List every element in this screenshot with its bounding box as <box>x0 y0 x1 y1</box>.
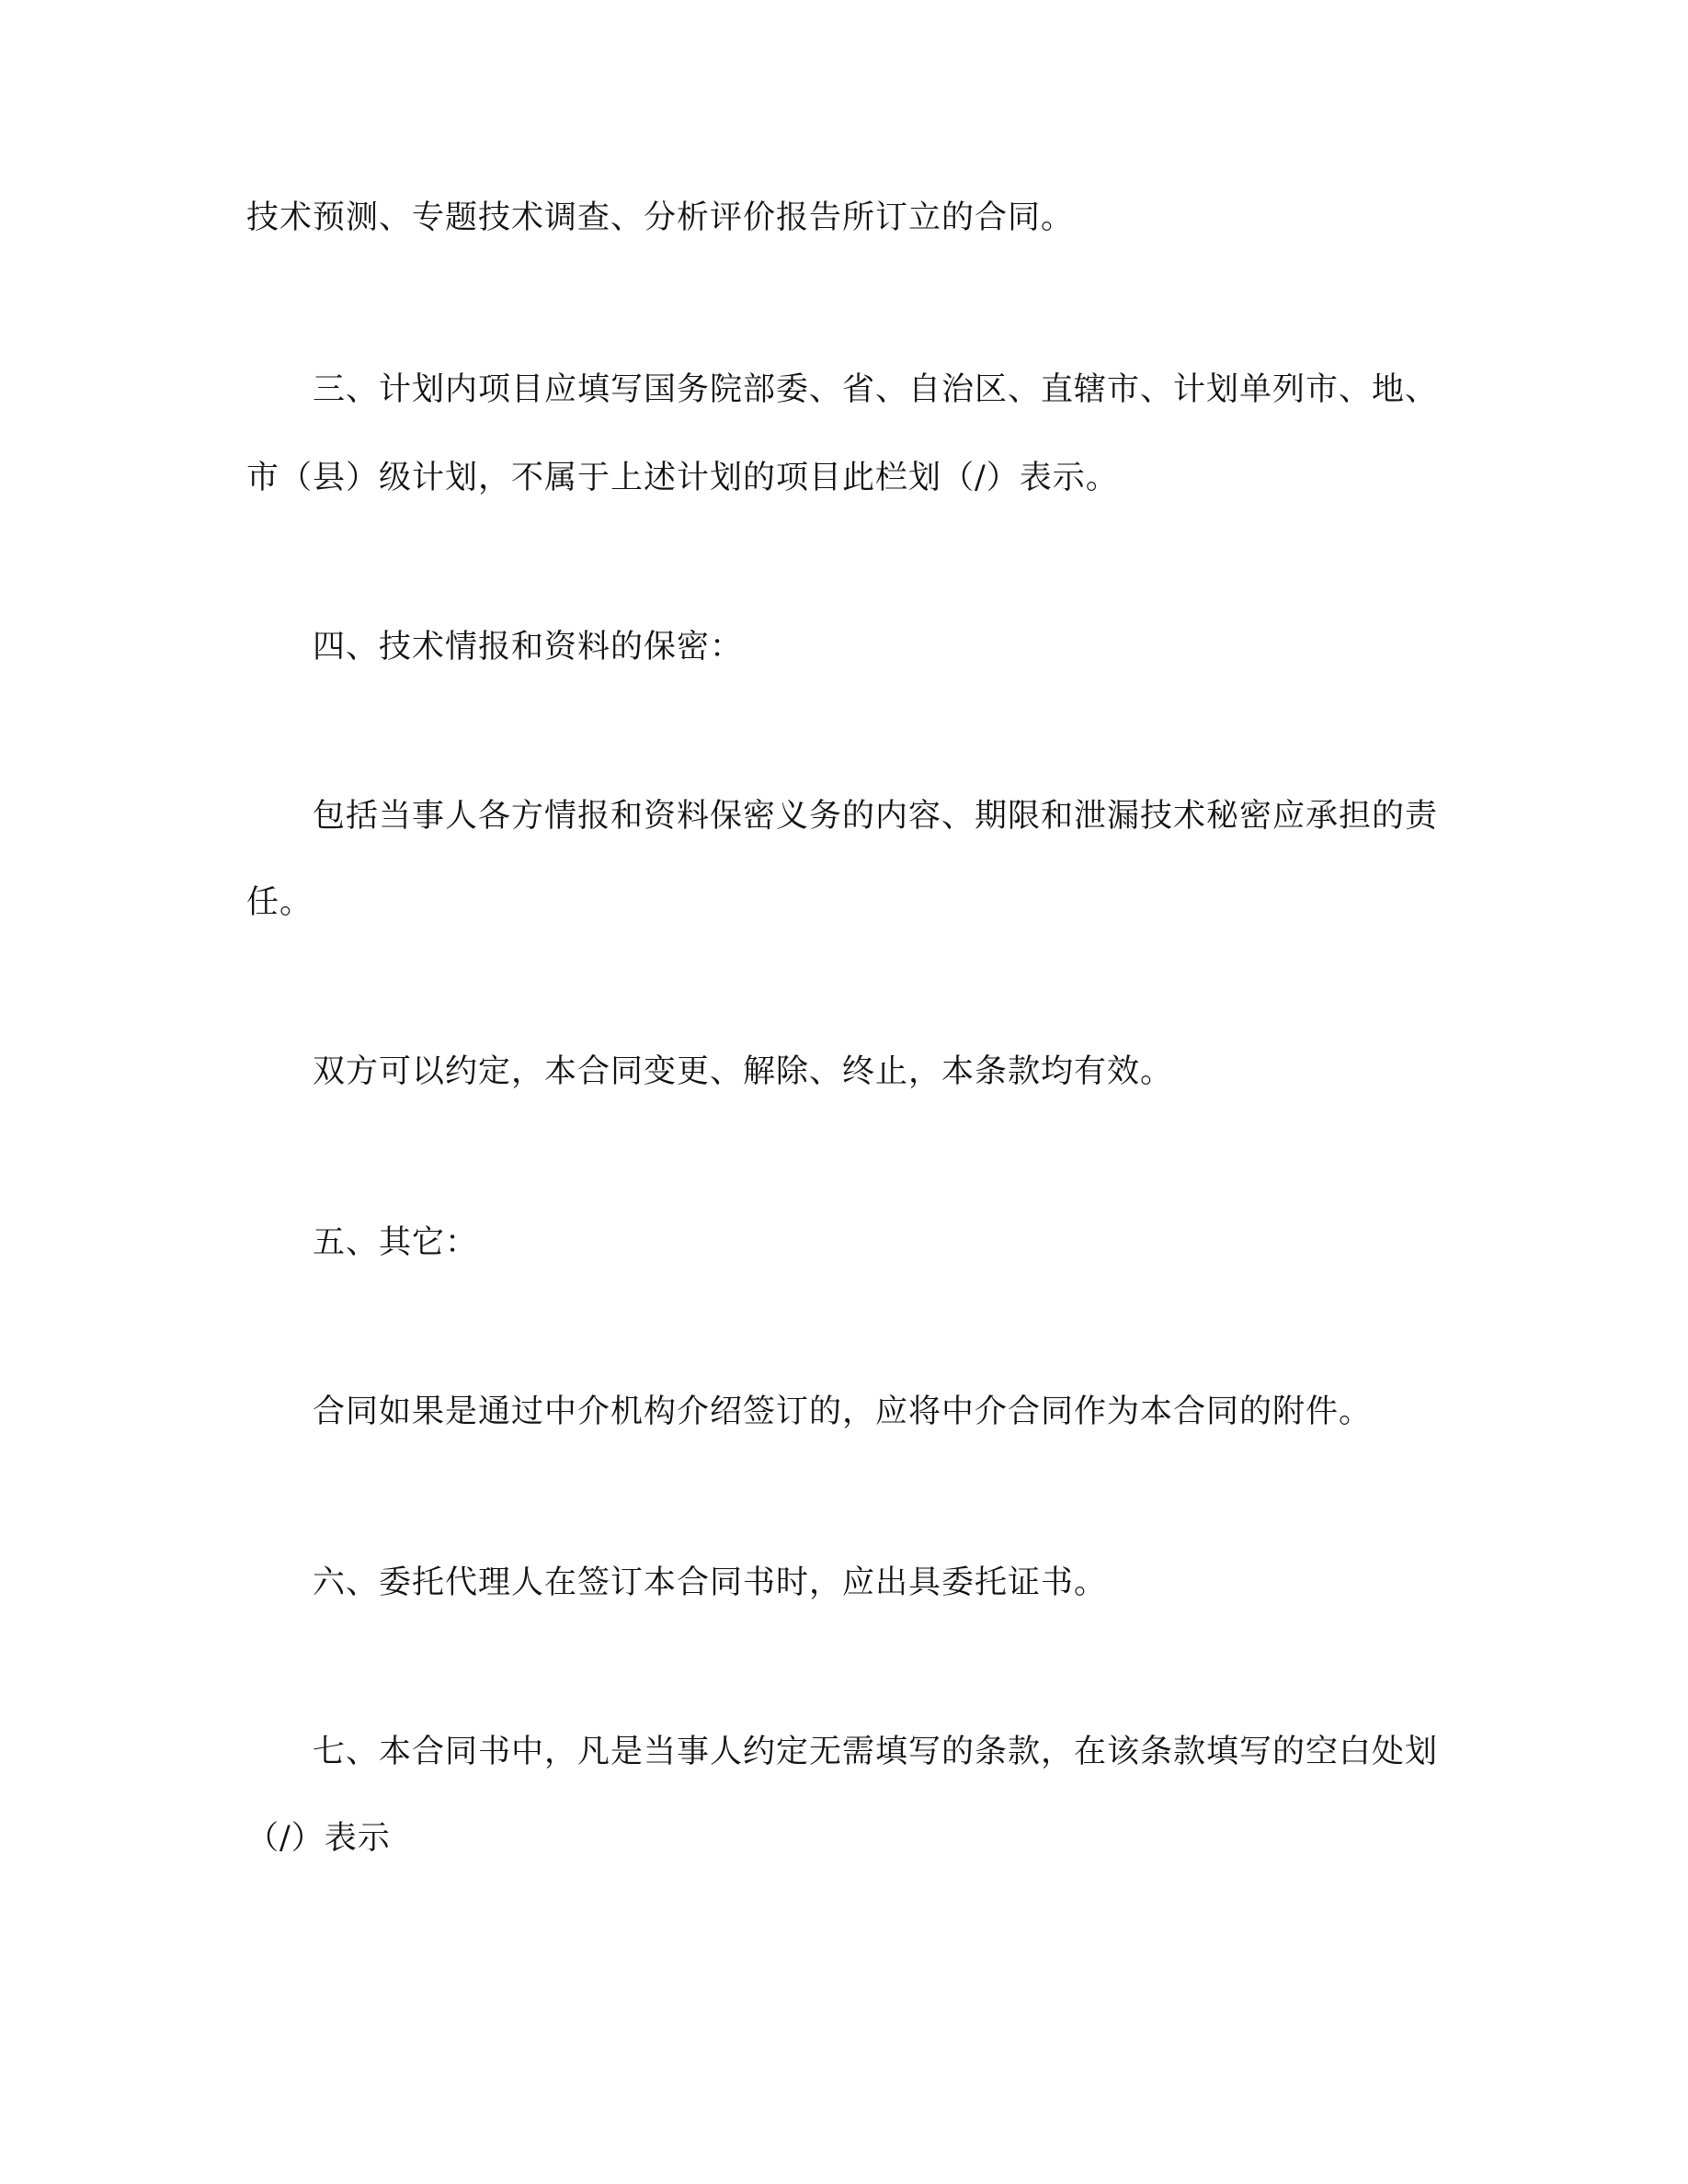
clause-3-line-1: 三、计划内项目应填写国务院部委、省、自治区、直辖市、计划单列市、地、 <box>313 371 1439 408</box>
clause-4-heading: 四、技术情报和资料的保密： <box>313 629 744 665</box>
clause-6: 六、委托代理人在签订本合同书时，应出具委托证书。 <box>313 1564 1108 1601</box>
clause-7-line-2: （/）表示 <box>246 1820 391 1857</box>
clause-4-body-line-1: 包括当事人各方情报和资料保密义务的内容、期限和泄漏技术秘密应承担的责 <box>313 798 1439 835</box>
clause-3-line-2: 市（县）级计划，不属于上述计划的项目此栏划（/）表示。 <box>246 460 1119 496</box>
clause-4-body-line-2: 任。 <box>246 884 314 921</box>
clause-5-body: 合同如果是通过中介机构介绍签订的，应将中介合同作为本合同的附件。 <box>313 1393 1373 1430</box>
clause-5-heading: 五、其它： <box>313 1224 479 1261</box>
clause-7-line-1: 七、本合同书中，凡是当事人约定无需填写的条款，在该条款填写的空白处划 <box>313 1734 1439 1770</box>
clause-4-validity: 双方可以约定，本合同变更、解除、终止，本条款均有效。 <box>313 1053 1174 1090</box>
text-line-1: 技术预测、专题技术调查、分析评价报告所订立的合同。 <box>246 199 1075 236</box>
